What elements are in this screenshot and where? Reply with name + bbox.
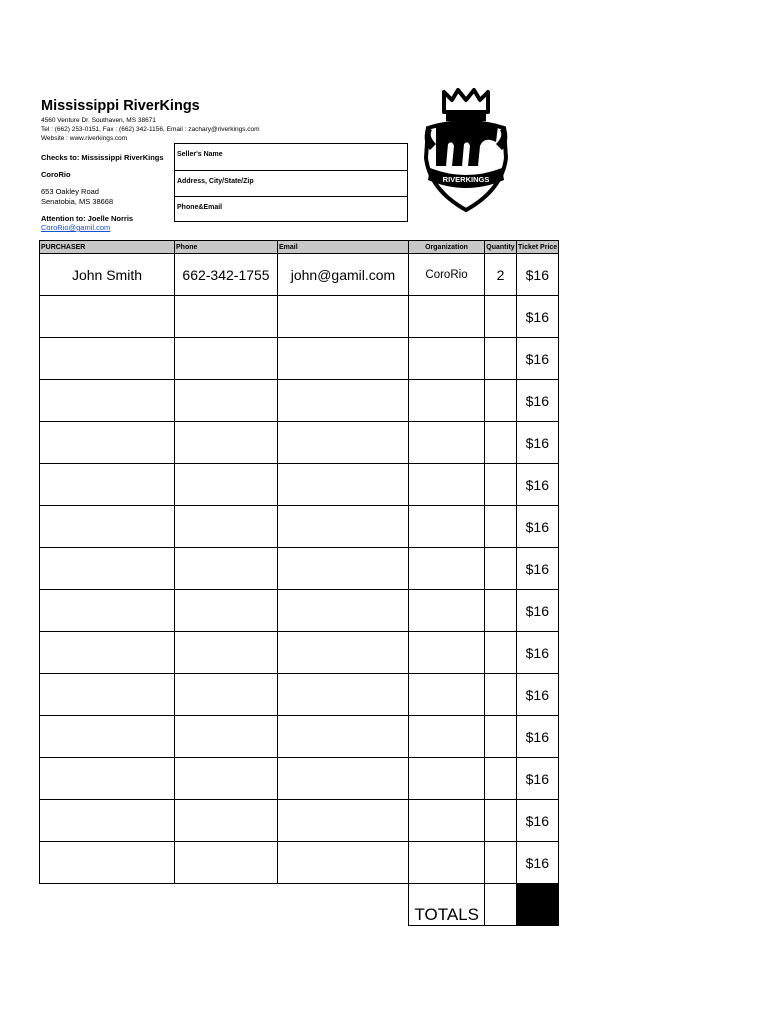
- organization-contact: Tel : (662) 253-0151, Fax : (662) 342-1156, Email : zachary@riverkings.com: [41, 125, 260, 133]
- quantity-cell[interactable]: [485, 506, 517, 548]
- email-cell[interactable]: [278, 842, 409, 884]
- purchaser-cell[interactable]: [40, 464, 175, 506]
- organization-cell[interactable]: [409, 716, 485, 758]
- ticket-price-cell: $16: [517, 800, 559, 842]
- totals-price-cell: [517, 884, 559, 926]
- purchaser-cell[interactable]: [40, 380, 175, 422]
- phone-cell[interactable]: [175, 548, 278, 590]
- seller-phone-email-label: Phone&Email: [177, 204, 223, 211]
- purchaser-cell[interactable]: [40, 800, 175, 842]
- organization-cell[interactable]: [409, 632, 485, 674]
- organization-cell[interactable]: [409, 380, 485, 422]
- email-cell[interactable]: [278, 380, 409, 422]
- email-cell[interactable]: [278, 506, 409, 548]
- header-quantity: Quantity: [485, 241, 517, 254]
- header-ticket-price: Ticket Price: [517, 241, 559, 254]
- organization-cell[interactable]: [409, 506, 485, 548]
- ticket-price-cell: $16: [517, 758, 559, 800]
- quantity-cell[interactable]: [485, 800, 517, 842]
- checks-to-label: Checks to: Mississippi RiverKings: [41, 153, 164, 162]
- header-phone: Phone: [175, 241, 278, 254]
- email-cell[interactable]: [278, 590, 409, 632]
- header-purchaser: PURCHASER: [40, 241, 175, 254]
- organization-cell[interactable]: [409, 842, 485, 884]
- totals-quantity-cell[interactable]: [485, 884, 517, 926]
- purchaser-cell[interactable]: [40, 674, 175, 716]
- quantity-cell[interactable]: [485, 716, 517, 758]
- logo-text: RIVERKINGS: [442, 175, 490, 184]
- quantity-cell[interactable]: [485, 422, 517, 464]
- phone-cell[interactable]: [175, 632, 278, 674]
- purchaser-cell[interactable]: [40, 506, 175, 548]
- phone-cell[interactable]: [175, 674, 278, 716]
- purchaser-cell[interactable]: [40, 548, 175, 590]
- phone-cell[interactable]: [175, 506, 278, 548]
- organization-cell[interactable]: [409, 296, 485, 338]
- email-cell[interactable]: [278, 422, 409, 464]
- organization-cell[interactable]: [409, 548, 485, 590]
- organization-cell[interactable]: [409, 422, 485, 464]
- table-row: [40, 422, 559, 464]
- riverkings-logo: [418, 88, 514, 214]
- organization-cell[interactable]: [409, 338, 485, 380]
- phone-cell[interactable]: [175, 464, 278, 506]
- email-cell[interactable]: [278, 632, 409, 674]
- email-cell[interactable]: [278, 758, 409, 800]
- organization-cell[interactable]: [409, 464, 485, 506]
- table-row: [40, 338, 559, 380]
- header-email: Email: [278, 241, 409, 254]
- seller-info-box: [174, 143, 408, 222]
- quantity-cell[interactable]: [485, 758, 517, 800]
- email-cell[interactable]: [278, 464, 409, 506]
- ticket-price-cell: $16: [517, 422, 559, 464]
- phone-cell[interactable]: [175, 338, 278, 380]
- email-cell[interactable]: john@gamil.com: [278, 254, 409, 296]
- seller-phone-email-field[interactable]: [175, 196, 407, 222]
- ticket-price-cell: $16: [517, 464, 559, 506]
- organization-cell[interactable]: [409, 800, 485, 842]
- seller-name-label: Seller's Name: [177, 151, 223, 158]
- table-row: [40, 254, 559, 296]
- ticket-price-cell: $16: [517, 296, 559, 338]
- ticket-price-cell: $16: [517, 590, 559, 632]
- phone-cell[interactable]: [175, 800, 278, 842]
- contact-email-link[interactable]: CoroRio@gamil.com: [41, 223, 111, 232]
- purchaser-cell[interactable]: [40, 422, 175, 464]
- table-header-row: [40, 241, 559, 254]
- phone-cell[interactable]: [175, 380, 278, 422]
- table-row: [40, 800, 559, 842]
- seller-address-field[interactable]: [175, 170, 407, 196]
- quantity-cell[interactable]: [485, 296, 517, 338]
- organization-website: Website : www.riverkings.com: [41, 134, 128, 142]
- table-row: [40, 590, 559, 632]
- email-cell[interactable]: [278, 716, 409, 758]
- phone-cell[interactable]: 662-342-1755: [175, 254, 278, 296]
- purchaser-cell[interactable]: [40, 296, 175, 338]
- quantity-cell[interactable]: [485, 380, 517, 422]
- checks-group: CoroRio: [41, 170, 71, 179]
- organization-cell[interactable]: [409, 674, 485, 716]
- ticket-price-cell: $16: [517, 380, 559, 422]
- phone-cell[interactable]: [175, 758, 278, 800]
- phone-cell[interactable]: [175, 590, 278, 632]
- ticket-price-cell: $16: [517, 632, 559, 674]
- ticket-order-table: [39, 240, 559, 926]
- table-row: [40, 380, 559, 422]
- ticket-price-cell: $16: [517, 548, 559, 590]
- checks-street: 653 Oakley Road: [41, 187, 99, 196]
- table-row: [40, 842, 559, 884]
- purchaser-cell[interactable]: [40, 590, 175, 632]
- organization-address-block: [41, 117, 260, 143]
- email-cell[interactable]: [278, 674, 409, 716]
- table-row: [40, 506, 559, 548]
- phone-cell[interactable]: [175, 422, 278, 464]
- email-cell[interactable]: [278, 338, 409, 380]
- header-organization: Organization: [409, 241, 485, 254]
- ticket-price-cell: $16: [517, 506, 559, 548]
- table-row: [40, 674, 559, 716]
- crown-icon: [444, 90, 488, 112]
- purchaser-cell[interactable]: John Smith: [40, 254, 175, 296]
- phone-cell[interactable]: [175, 842, 278, 884]
- table-row: [40, 632, 559, 674]
- phone-cell[interactable]: [175, 716, 278, 758]
- email-cell[interactable]: [278, 548, 409, 590]
- table-row: [40, 716, 559, 758]
- ticket-price-cell: $16: [517, 674, 559, 716]
- ticket-price-cell: $16: [517, 842, 559, 884]
- totals-row: [40, 884, 559, 926]
- ticket-price-cell: $16: [517, 254, 559, 296]
- totals-label: TOTALS: [409, 884, 485, 926]
- quantity-cell[interactable]: [485, 674, 517, 716]
- purchaser-cell[interactable]: [40, 716, 175, 758]
- quantity-cell[interactable]: [485, 338, 517, 380]
- quantity-cell[interactable]: [485, 842, 517, 884]
- checks-city: Senatobia, MS 38668: [41, 196, 114, 206]
- purchaser-cell[interactable]: [40, 632, 175, 674]
- organization-name: Mississippi RiverKings: [41, 98, 200, 114]
- organization-cell[interactable]: [409, 590, 485, 632]
- quantity-cell[interactable]: [485, 548, 517, 590]
- quantity-cell[interactable]: [485, 590, 517, 632]
- purchaser-cell[interactable]: [40, 758, 175, 800]
- organization-address: 4560 Venture Dr. Southaven, MS 38671: [41, 117, 156, 124]
- email-cell[interactable]: [278, 800, 409, 842]
- ticket-price-cell: $16: [517, 716, 559, 758]
- checks-address: [41, 187, 113, 206]
- table-row: [40, 548, 559, 590]
- purchaser-cell[interactable]: [40, 338, 175, 380]
- ticket-price-cell: $16: [517, 338, 559, 380]
- seller-name-field[interactable]: [175, 144, 407, 170]
- table-row: [40, 296, 559, 338]
- phone-cell[interactable]: [175, 296, 278, 338]
- email-cell[interactable]: [278, 296, 409, 338]
- table-row: [40, 464, 559, 506]
- seller-address-label: Address, City/State/Zip: [177, 178, 254, 185]
- purchaser-cell[interactable]: [40, 842, 175, 884]
- organization-cell[interactable]: CoroRio: [409, 254, 485, 296]
- quantity-cell[interactable]: 2: [485, 254, 517, 296]
- quantity-cell[interactable]: [485, 632, 517, 674]
- quantity-cell[interactable]: [485, 464, 517, 506]
- table-row: [40, 758, 559, 800]
- attention-label: Attention to: Joelle Norris: [41, 214, 134, 223]
- organization-cell[interactable]: [409, 758, 485, 800]
